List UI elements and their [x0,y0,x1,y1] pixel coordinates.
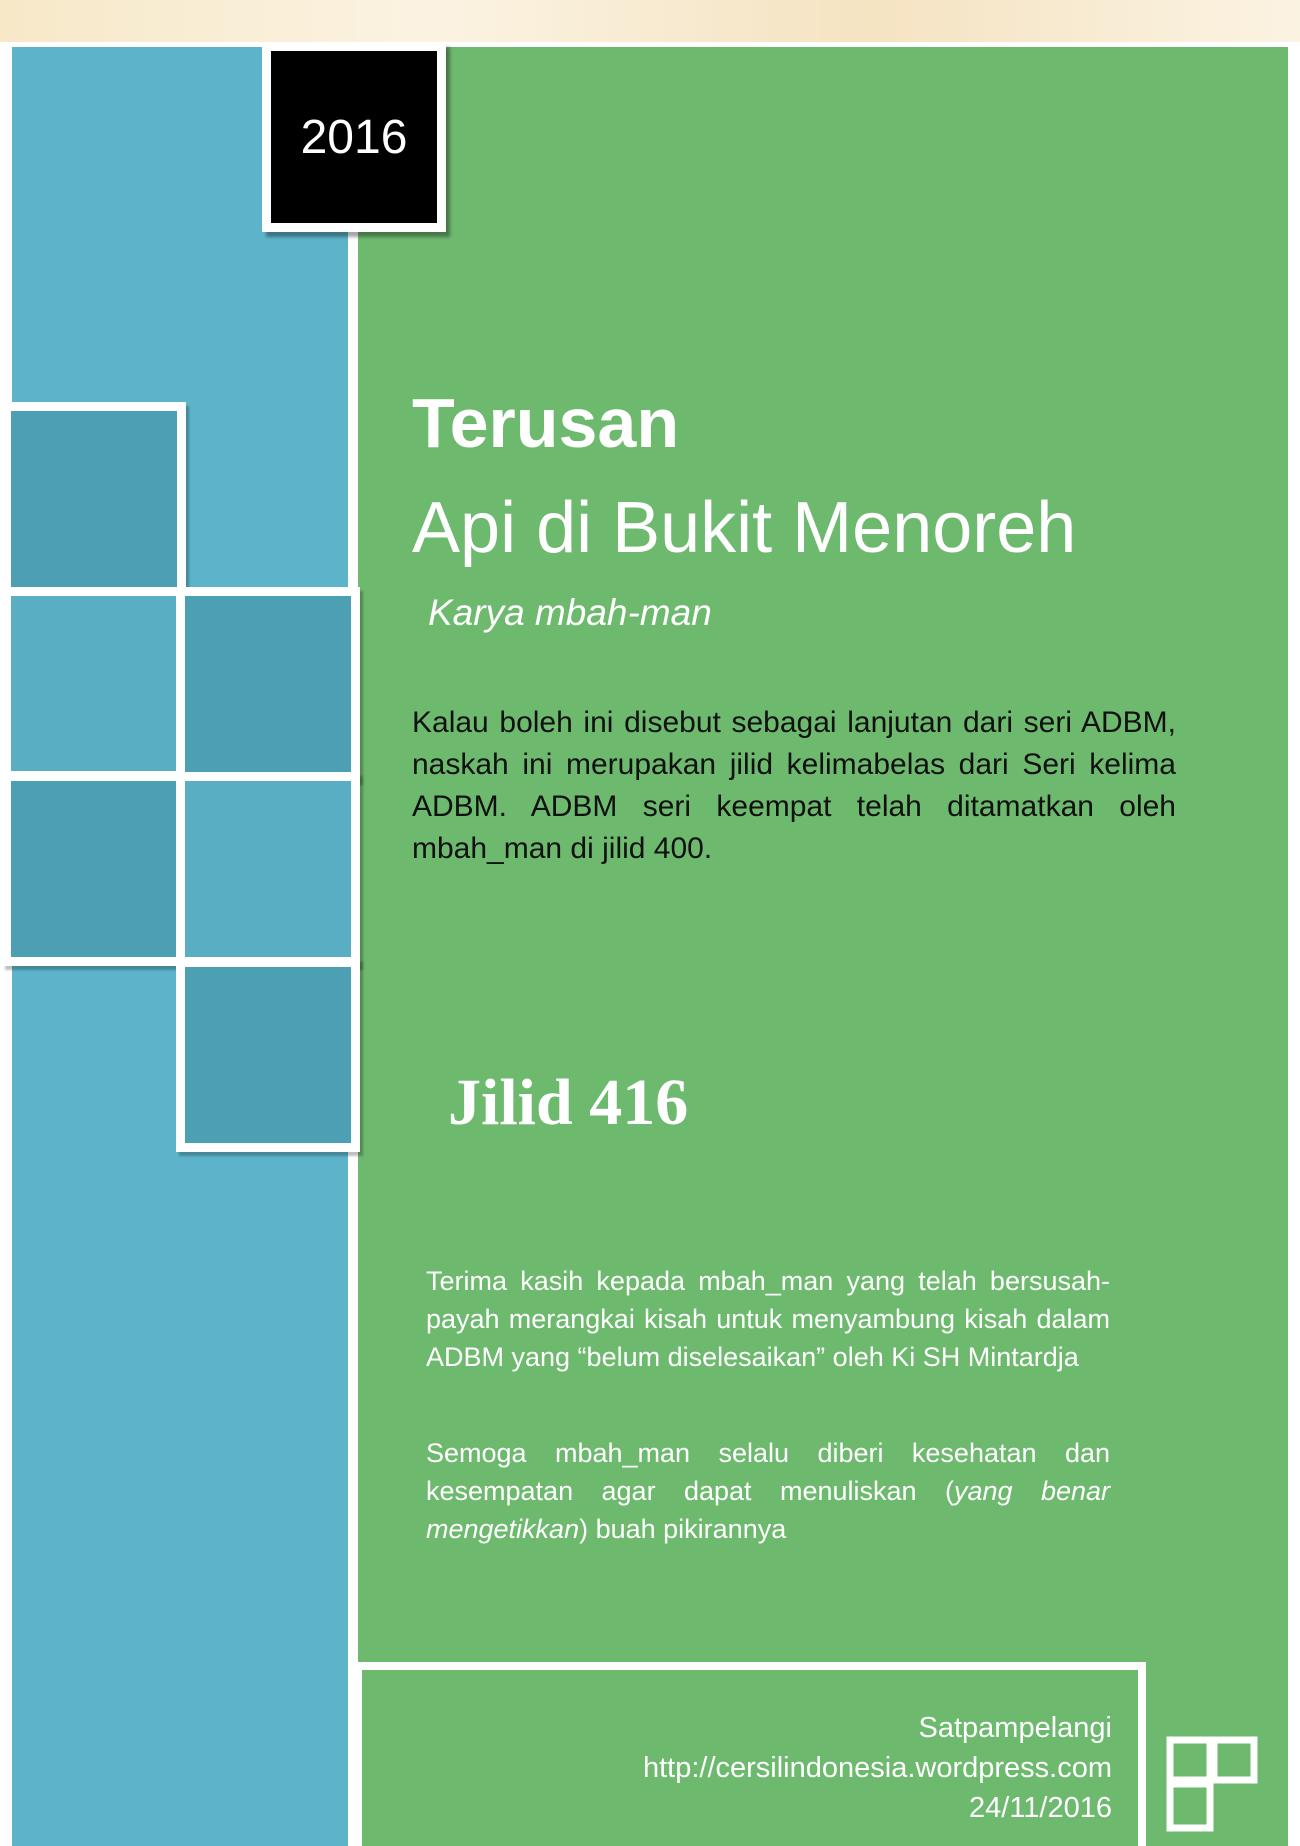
footer-credits [500,1708,1112,1828]
website-link[interactable]: http://cersilindonesia.wordpress.com [642,1752,1112,1784]
deco-square [2,402,186,596]
deco-square [2,587,186,780]
author-line: Karya mbah-man [428,592,712,633]
top-texture-strip [0,0,1300,42]
deco-square [176,772,360,966]
deco-square [2,772,186,966]
publish-date: 24/11/2016 [969,1792,1112,1824]
thanks-paragraph: Terima kasih kepada mbah_man yang telah bersusah-payah merangkai kisah untuk menyambung kisah dalam ADBM yang “belum diselesaikan” oleh Ki SH Mintardja [426,1266,1110,1372]
wish-paragraph [426,1434,1110,1548]
series-description: Kalau boleh ini disebut sebagai lanjutan dari seri ADBM, naskah ini merupakan jilid kelimabelas dari Seri kelima ADBM. ADBM seri keempat telah ditamatkan oleh mbah_man di jilid 400. [412,706,1176,865]
wish-text-start: Semoga mbah_man selalu diberi kesehatan dan kesempatan agar dapat menuliskan ( [426,1438,1110,1506]
publisher-name: Satpampelangi [918,1712,1112,1744]
green-content-panel [358,47,1288,1846]
wish-text-italic: yang benar mengetikkan [426,1476,1110,1544]
deco-square [176,958,360,1152]
year-text: 2016 [300,110,408,164]
grid-squares-icon [1166,1736,1260,1846]
wish-text-end: ) buah pikirannya [579,1514,787,1544]
book-title: Api di Bukit Menoreh [412,488,1077,568]
deco-square [176,587,360,781]
title-prefix: Terusan [412,384,680,462]
volume-number: Jilid 416 [448,1066,689,1139]
year-badge [262,42,446,232]
